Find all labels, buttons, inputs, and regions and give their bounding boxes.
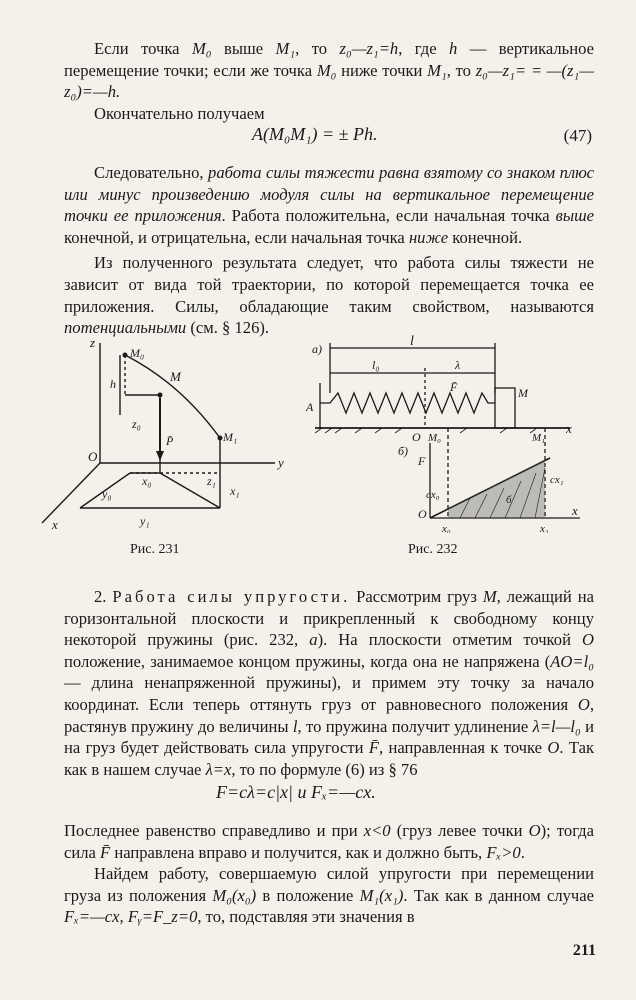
label-cx0: cx₀ xyxy=(426,489,440,501)
text: , где xyxy=(398,39,449,58)
label-x-b: x xyxy=(572,503,578,518)
label-l0: l₀ xyxy=(372,358,380,372)
label-f: F̄ xyxy=(450,380,458,394)
x-axis xyxy=(42,463,100,523)
label-x1: x₁ xyxy=(540,523,549,533)
equation-number: (47) xyxy=(563,126,592,145)
label-m1: M₁ xyxy=(532,432,545,444)
label-x: x xyxy=(566,421,572,436)
label-f-axis: F xyxy=(418,454,426,468)
text: , то xyxy=(295,39,340,58)
math: z₀—z₁= = —(z₁—z₀)=—h. xyxy=(64,60,595,102)
text: ниже точки xyxy=(336,60,428,80)
text: Если точка xyxy=(94,39,192,58)
label-m0: M₀ xyxy=(130,346,145,360)
page-number: 211 xyxy=(572,942,596,959)
math: M₀ xyxy=(316,60,337,80)
text: — вертикальное перемещение точки; если же точка xyxy=(64,39,594,80)
label-cx1: cx₁ xyxy=(550,474,564,486)
hooke-equation: F=cλ=c|x| и Fₓ=—cx. xyxy=(216,782,376,802)
label-z: z xyxy=(90,335,96,350)
section-elasticity: 2. Работа силы упругости. Рассмотрим груз M, лежащий на горизонтальной плоскости и прикрепленный к свободному концу некоторой пружины (рис. 232, а). На плоскости отметим точкой O положение, занимаемое концом пружины, когда она не напряжена (AO=l₀ — длина ненапряженной пружины), и примем эту точку за начало координат. Если теперь оттянуть груз от равновесного положения O, растянув пружину до величины l, то пружина получит удлинение λ=l—l₀ и на груз будет действовать сила упругости F̄, направленная к точке O. Так как в нашем случае λ=x, то по формуле (6) из § 76 xyxy=(64,587,595,779)
label-lambda: λ xyxy=(455,358,461,372)
label-anchor: A xyxy=(306,400,314,414)
math: M₀ xyxy=(191,39,212,58)
label-o: O xyxy=(88,449,98,464)
text: , то xyxy=(446,60,476,80)
section-title: Работа силы упругости. xyxy=(112,587,351,606)
label-m: M xyxy=(170,369,181,384)
label-b: б) xyxy=(398,444,409,458)
label-mass: M xyxy=(518,386,528,400)
label-h: h xyxy=(110,377,116,391)
math: z₀—z₁=h xyxy=(339,39,399,58)
figure-231 xyxy=(30,333,300,533)
label-x0: x₀ xyxy=(142,474,152,488)
italic-term: потенциальными xyxy=(64,318,187,338)
label-origin-b: O xyxy=(418,507,427,521)
label-y0: y₀ xyxy=(102,487,112,501)
finally-text: Окончательно получаем xyxy=(94,103,265,123)
math: h xyxy=(449,39,458,58)
label-a: а) xyxy=(312,342,322,356)
label-m0: M₀ xyxy=(428,432,441,444)
text: выше xyxy=(211,39,276,58)
label-y: y xyxy=(278,455,284,470)
paragraph-final: Последнее равенство справедливо и при x<0 (груз левее точки O); тогда сила F̄ направлена вправо и получится, как и должно быть, Fₓ>0. Найдем работу, совершаемую силой упругости при перемещении груза из положения M₀(x₀) в положение M₁(x₁). Так как в данном случае Fₓ=—cx, Fᵧ=F_z=0, то, подставляя эти значения в xyxy=(64,821,595,927)
label-origin: O xyxy=(412,430,421,444)
label-z0: z₀ xyxy=(132,417,141,431)
mass-box xyxy=(495,388,515,428)
spring xyxy=(320,393,495,413)
label-p: P̄ xyxy=(166,434,174,448)
label-z1: z₁ xyxy=(207,474,216,488)
figure-232 xyxy=(300,333,590,533)
label-y1: y₁ xyxy=(140,514,150,528)
label-x0: x₀ xyxy=(442,523,451,533)
math: M₁ xyxy=(427,60,447,80)
caption-231: Рис. 231 xyxy=(130,542,180,557)
equation-47: A(M₀M₁) = ± Ph. xyxy=(252,124,378,144)
label-area: б xyxy=(506,494,512,506)
label-x: x xyxy=(52,517,58,532)
label-x1: x₁ xyxy=(230,484,240,498)
label-l: l xyxy=(410,334,414,349)
math: M₁ xyxy=(275,39,296,58)
paragraph-heights xyxy=(64,38,594,124)
caption-232: Рис. 232 xyxy=(408,542,458,557)
paragraph-conclusion: Следовательно, работа силы тяжести равна взятому со знаком плюс или минус произведению модуля силы на вертикальное перемещение точки ее приложения. Работа положительна, если начальная точка выше конечной, и отрицательна, если начальная точка ниже конечной. Из полученного результата следует, что работа силы тяжести не зависит от вида той траектории, по которой перемещается точка ее приложения. Силы, обладающие таким свойством, называются потенциальными (см. § 126). xyxy=(64,163,594,338)
italic-statement: работа силы тяжести равна взятому со знаком плюс или минус произведению модуля силы на вертикальное перемещение точки ее приложения xyxy=(64,163,594,226)
label-m1: M₁ xyxy=(223,430,238,444)
